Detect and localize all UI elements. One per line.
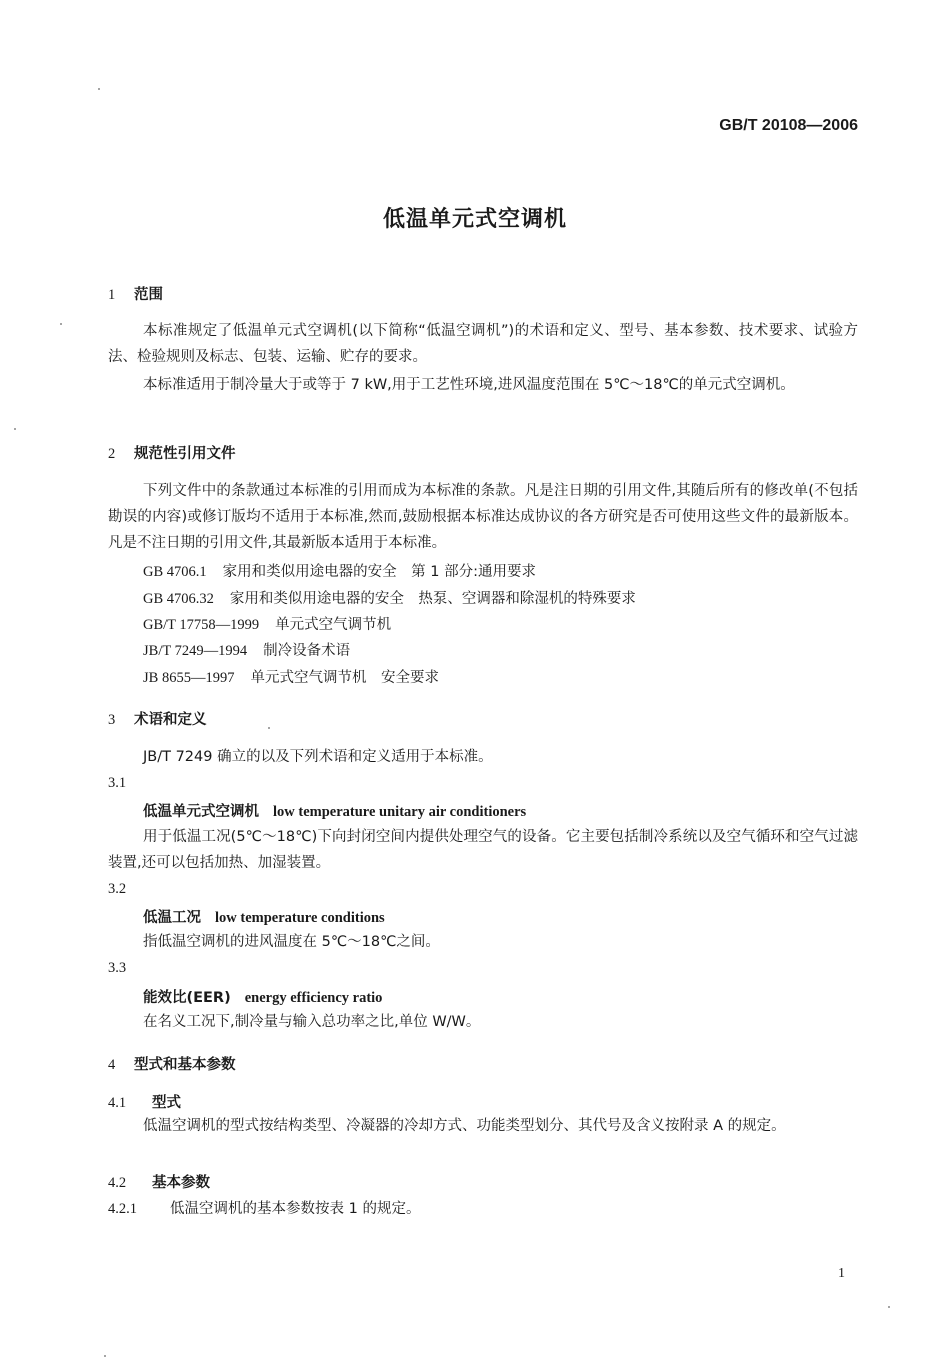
term-definition: 指低温空调机的进风温度在 5℃～18℃之间。 [143,934,440,950]
section-3-paragraph-1: JB/T 7249 确立的以及下列术语和定义适用于本标准。 [143,749,493,765]
term-chinese: 能效比(EER) [143,990,231,1006]
clause-text: 低温空调机的基本参数按表 1 的规定。 [170,1201,421,1217]
clause-4-2-1 [108,1197,420,1218]
reference-code: GB 4706.32 [143,591,214,607]
standard-code: GB/T 20108—2006 [719,117,858,134]
section-number: 1 [108,287,116,303]
term-chinese: 低温工况 [143,910,201,926]
section-number: 4 [108,1057,116,1073]
clause-number: 3.2 [108,881,127,897]
reference-item [143,666,439,687]
section-1-paragraph-2: 本标准适用于制冷量大于或等于 7 kW,用于工艺性环境,进风温度范围在 5℃～18℃的单元式空调机。 [143,377,795,393]
reference-title: 制冷设备术语 [263,643,351,659]
section-4-2-heading [108,1171,210,1192]
section-4-1-heading [108,1091,181,1112]
reference-title: 家用和类似用途电器的安全 第 1 部分:通用要求 [222,564,536,580]
term-chinese: 低温单元式空调机 [143,804,259,820]
section-title: 型式 [152,1095,181,1111]
scan-speck [104,1355,106,1357]
scan-speck [60,323,62,325]
clause-number: 4.2.1 [108,1201,137,1217]
section-number: 4.1 [108,1095,127,1111]
section-title: 规范性引用文件 [134,446,236,462]
section-title: 基本参数 [152,1175,210,1191]
section-title: 范围 [134,287,163,303]
section-4-1-paragraph: 低温空调机的型式按结构类型、冷凝器的冷却方式、功能类型划分、其代号及含义按附录 A 的规定。 [143,1118,786,1134]
reference-item [143,613,391,634]
term-entry [143,906,385,927]
section-1-paragraph-1: 本标准规定了低温单元式空调机(以下简称“低温空调机”)的术语和定义、型号、基本参数、技术要求、试验方法、检验规则及标志、包装、运输、贮存的要求。 [108,323,858,365]
reference-code: JB/T 7249—1994 [143,643,248,659]
page-title: 低温单元式空调机 [382,207,567,232]
scan-speck [14,428,16,430]
page-number: 1 [838,1266,845,1281]
reference-title: 单元式空气调节机 [275,617,392,633]
term-entry [143,986,382,1007]
term-english: low temperature unitary air conditioners [273,804,527,820]
section-2-heading [108,442,236,463]
section-title: 型式和基本参数 [134,1057,236,1073]
term-definition: 在名义工况下,制冷量与输入总功率之比,单位 W/W。 [143,1014,481,1030]
reference-code: GB/T 17758—1999 [143,617,260,633]
reference-title: 单元式空气调节机 安全要求 [250,670,439,686]
term-definition: 用于低温工况(5℃～18℃)下向封闭空间内提供处理空气的设备。它主要包括制冷系统以及空气循环和空气过滤装置,还可以包括加热、加湿装置。 [108,829,858,871]
reference-item [143,639,350,660]
clause-number: 3.3 [108,960,127,976]
section-number: 2 [108,446,116,462]
section-3-heading [108,708,207,729]
section-1-heading [108,283,163,304]
section-title: 术语和定义 [134,712,207,728]
reference-code: GB 4706.1 [143,564,207,580]
term-entry [143,800,526,821]
reference-item [143,587,636,608]
section-number: 4.2 [108,1175,127,1191]
section-2-paragraph-1: 下列文件中的条款通过本标准的引用而成为本标准的条款。凡是注日期的引用文件,其随后所有的修改单(不包括勘误的内容)或修订版均不适用于本标准,然而,鼓励根据本标准达成协议的各方研究是否可使用这些文件的最新版本。凡是不注日期的引用文件,其最新版本适用于本标准。 [108,483,858,551]
scan-speck [888,1306,890,1308]
reference-item [143,560,536,581]
term-english: energy efficiency ratio [244,990,383,1006]
reference-title: 家用和类似用途电器的安全 热泵、空调器和除湿机的特殊要求 [229,591,636,607]
section-4-heading [108,1053,236,1074]
scan-speck [98,88,100,90]
term-english: low temperature conditions [215,910,385,926]
clause-number: 3.1 [108,775,127,791]
scan-speck [268,727,270,729]
section-number: 3 [108,712,116,728]
reference-code: JB 8655—1997 [143,670,235,686]
